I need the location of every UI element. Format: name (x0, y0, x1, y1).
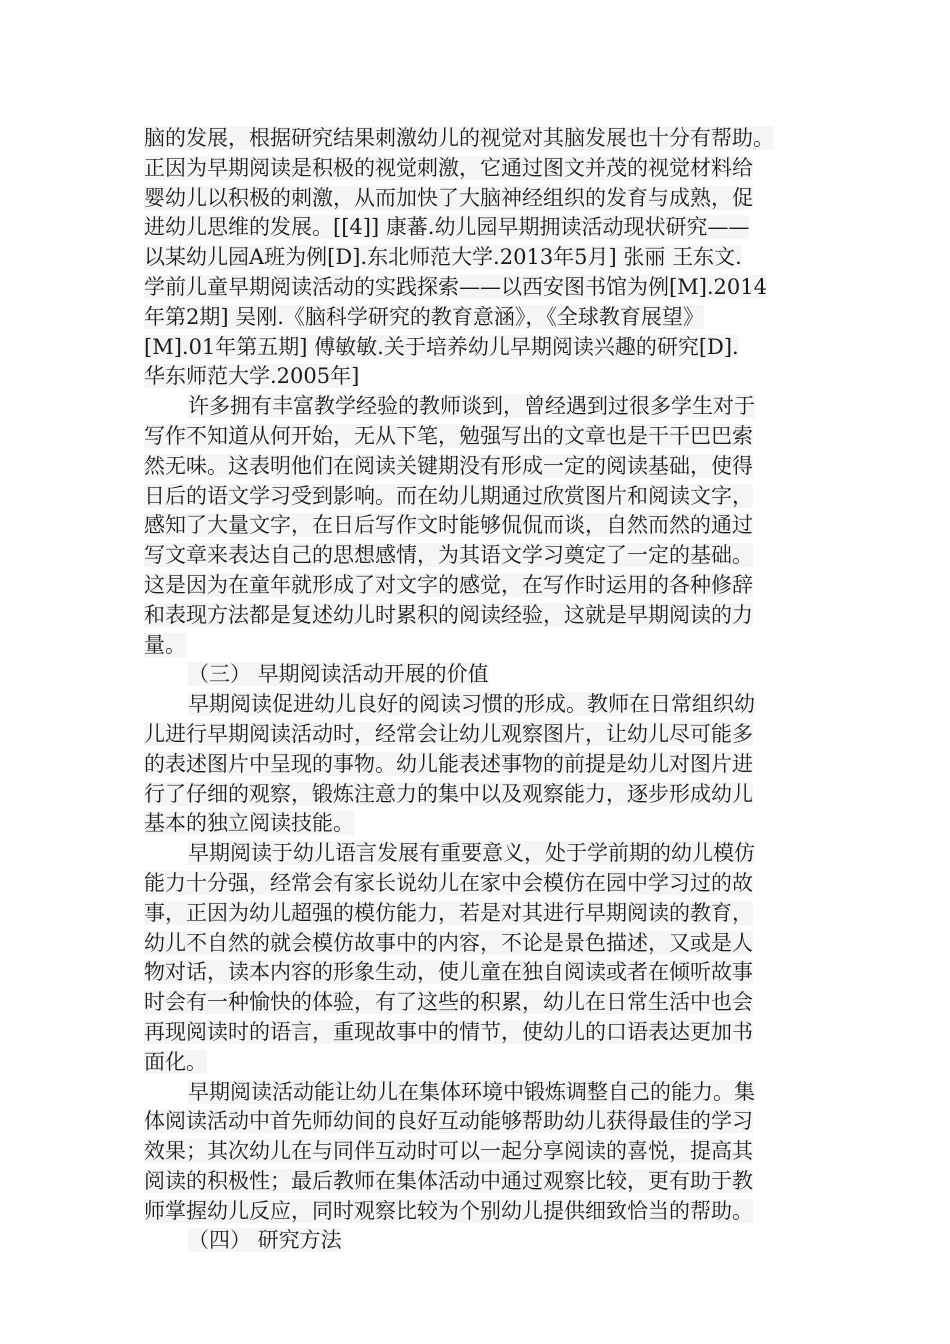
paragraph-language-development (144, 839, 824, 1077)
text-line: 写作不知道从何开始，无从下笔，勉强写出的文章也是干干巴巴索 (144, 423, 753, 448)
text-line: 华东师范大学.2005年] (144, 364, 360, 389)
paragraph-reading-habits (144, 690, 824, 839)
text-line: 再现阅读时的语言，重现故事中的情节，使幼儿的口语表达更加书 (144, 1019, 753, 1044)
text-line: 许多拥有丰富教学经验的教师谈到，曾经遇到过很多学生对于 (188, 394, 755, 419)
paragraph-writing-experience (144, 392, 824, 660)
text-line: 体阅读活动中首先师幼间的良好互动能够帮助幼儿获得最佳的学习 (144, 1109, 753, 1134)
text-line: 日后的语文学习受到影响。而在幼儿期通过欣赏图片和阅读文字， (144, 483, 753, 508)
text-line: 物对话，读本内容的形象生动，使儿童在独自阅读或者在倾听故事 (144, 960, 753, 985)
text-line: [M].01年第五期] 傅敏敏.关于培养幼儿早期阅读兴趣的研究[D]. (144, 334, 739, 359)
text-line: 师掌握幼儿反应，同时观察比较为个别幼儿提供细致恰当的帮助。 (144, 1198, 753, 1223)
text-line: 婴幼儿以积极的刺激，从而加快了大脑神经组织的发育与成熟，促 (144, 185, 753, 210)
section-heading-3 (144, 660, 824, 690)
text-line: 时会有一种愉快的体验，有了这些的积累，幼儿在日常生活中也会 (144, 990, 753, 1015)
text-line: 年第2期] 吴刚.《脑科学研究的教育意涵》，《全球教育展望》 (144, 304, 704, 329)
text-line: 正因为早期阅读是积极的视觉刺激，它通过图文并茂的视觉材料给 (144, 155, 753, 180)
paragraph-group-environment (144, 1078, 824, 1227)
text-line: 以某幼儿园A班为例[D].东北师范大学.2013年5月] 张丽 王东文. (144, 245, 742, 270)
text-line: 脑的发展，根据研究结果刺激幼儿的视觉对其脑发展也十分有帮助。 (144, 126, 774, 150)
text-line: 行了仔细的观察，锻炼注意力的集中以及观察能力，逐步形成幼儿 (144, 781, 753, 806)
text-line: 和表现方法都是复述幼儿时累积的阅读经验，这就是早期阅读的力 (144, 602, 753, 627)
text-line: 效果；其次幼儿在与同伴互动时可以一起分享阅读的喜悦，提高其 (144, 1139, 753, 1164)
text-line: 这是因为在童年就形成了对文字的感觉，在写作时运用的各种修辞 (144, 572, 753, 597)
paragraph-brain-development (144, 124, 824, 392)
text-line: 儿进行早期阅读活动时，经常会让幼儿观察图片，让幼儿尽可能多 (144, 721, 753, 746)
text-line: 早期阅读活动能让幼儿在集体环境中锻炼调整自己的能力。集 (188, 1079, 755, 1104)
section-heading-4 (144, 1226, 824, 1256)
text-line: 幼儿不自然的就会模仿故事中的内容，不论是景色描述，又或是人 (144, 930, 753, 955)
text-line: 感知了大量文字，在日后写作文时能够侃侃而谈，自然而然的通过 (144, 513, 753, 538)
text-line: 事，正因为幼儿超强的模仿能力，若是对其进行早期阅读的教育， (144, 900, 753, 925)
text-line: 量。 (144, 632, 186, 657)
text-line: 能力十分强，经常会有家长说幼儿在家中会模仿在园中学习过的故 (144, 870, 753, 895)
heading-line: （四） 研究方法 (188, 1228, 342, 1253)
text-line: 学前儿童早期阅读活动的实践探索——以西安图书馆为例[M].2014 (144, 274, 768, 299)
text-line: 早期阅读于幼儿语言发展有重要意义，处于学前期的幼儿模仿 (188, 841, 755, 866)
text-line: 早期阅读促进幼儿良好的阅读习惯的形成。教师在日常组织幼 (188, 692, 755, 717)
heading-line: （三） 早期阅读活动开展的价值 (188, 662, 489, 687)
text-line: 的表述图片中呈现的事物。幼儿能表述事物的前提是幼儿对图片进 (144, 751, 753, 776)
text-line: 然无味。这表明他们在阅读关键期没有形成一定的阅读基础，使得 (144, 453, 753, 478)
text-line: 写文章来表达自己的思想感情，为其语文学习奠定了一定的基础。 (144, 543, 753, 568)
text-line: 面化。 (144, 1049, 207, 1074)
text-line: 阅读的积极性；最后教师在集体活动中通过观察比较，更有助于教 (144, 1168, 753, 1193)
text-line: 进幼儿思维的发展。[[4]] 康蕃.幼儿园早期拥读活动现状研究—— (144, 215, 750, 240)
text-line: 基本的独立阅读技能。 (144, 811, 354, 836)
document-page (144, 124, 824, 1256)
